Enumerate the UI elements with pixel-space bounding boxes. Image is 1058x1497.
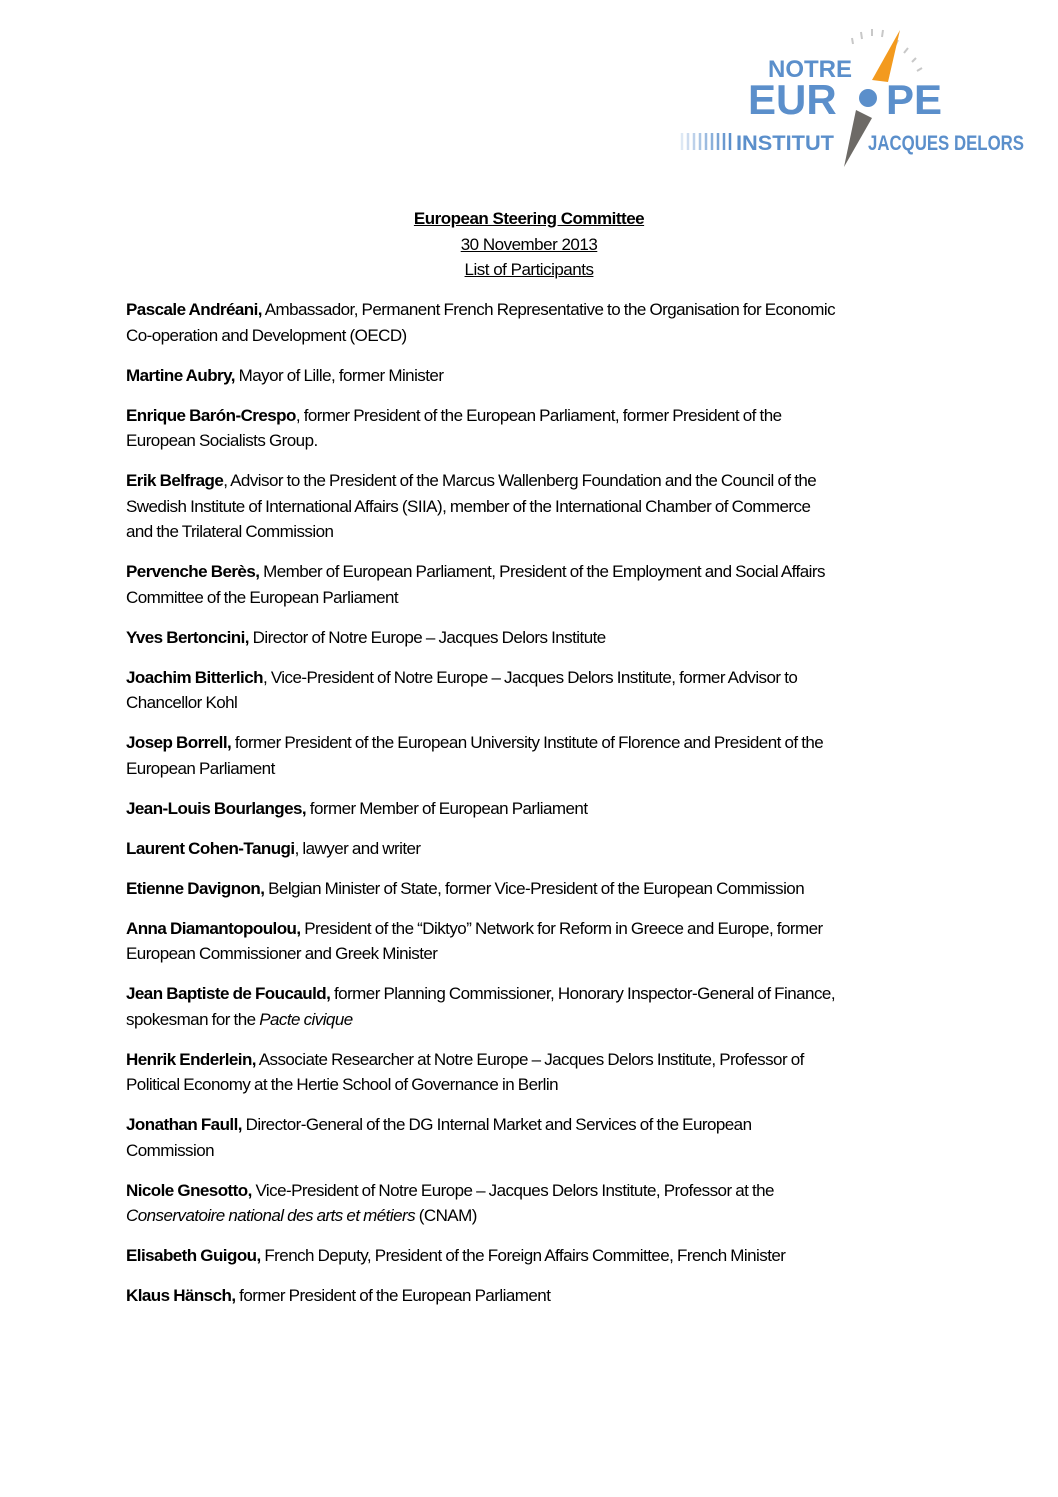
participant-entry xyxy=(126,403,835,454)
participant-line xyxy=(126,730,835,756)
participant-entry xyxy=(126,297,835,348)
participant-line xyxy=(126,981,835,1007)
participant-description: Member of European Parliament, President of the Employment and Social Affairs xyxy=(259,562,825,581)
participant-description: former President of the European University Institute of Florence and President of the xyxy=(231,733,824,752)
participant-name: Josep Borrell, xyxy=(126,733,232,752)
participant-description: spokesman for the xyxy=(126,1009,260,1029)
participant-description: President of the “Diktyo” Network for Reform in Greece and Europe, former xyxy=(300,918,823,938)
participant-name: Henrik Enderlein, xyxy=(126,1049,256,1069)
participant-entry xyxy=(126,876,835,902)
participant-name: Joachim Bitterlich xyxy=(126,667,263,687)
participant-name: Etienne Davignon, xyxy=(126,878,265,898)
participant-entry xyxy=(126,665,835,716)
participant-description: former President of the European Parliament xyxy=(235,1286,551,1305)
participant-line xyxy=(126,1112,835,1138)
participant-line xyxy=(126,1243,835,1269)
logo-dot xyxy=(859,89,877,107)
participant-description: European Parliament xyxy=(126,758,275,778)
notre-europe-logo xyxy=(676,22,1036,177)
participant-line xyxy=(126,756,835,782)
document-date: 30 November 2013 xyxy=(460,234,598,254)
participant-line xyxy=(126,403,835,429)
participant-entry xyxy=(126,363,835,389)
participant-description: , lawyer and writer xyxy=(294,838,421,858)
participants-list xyxy=(126,297,835,1323)
participant-entry xyxy=(126,1283,835,1309)
participant-description: Associate Researcher at Notre Europe – Jacques Delors Institute, Professor of xyxy=(255,1049,804,1069)
participant-name: Jean-Louis Bourlanges, xyxy=(126,798,307,818)
participant-description: Director-General of the DG Internal Market and Services of the European xyxy=(241,1115,752,1134)
participant-line xyxy=(126,625,835,651)
participant-name: Elisabeth Guigou, xyxy=(126,1246,261,1265)
participant-description: former Member of European Parliament xyxy=(306,798,588,818)
participant-name: Enrique Barón-Crespo xyxy=(126,405,296,425)
participant-line xyxy=(126,1007,835,1033)
participant-entry xyxy=(126,916,835,967)
participant-description: Director of Notre Europe – Jacques Delors Institute xyxy=(248,627,606,647)
participant-entry xyxy=(126,1243,835,1269)
participant-line xyxy=(126,297,835,323)
participant-description: Ambassador, Permanent French Representative to the Organisation for Economic xyxy=(261,300,836,319)
participant-line xyxy=(126,468,835,494)
participant-entry xyxy=(126,1047,835,1098)
participant-line xyxy=(126,494,835,520)
participant-entry xyxy=(126,981,835,1032)
participant-description: Political Economy at the Hertie School of Governance in Berlin xyxy=(126,1075,558,1094)
participant-name: Pascale Andréani, xyxy=(126,300,262,319)
participant-description: (CNAM) xyxy=(415,1206,477,1225)
participant-line xyxy=(126,428,835,454)
italic-title: Pacte civique xyxy=(259,1009,353,1029)
participant-line xyxy=(126,916,835,942)
participant-line xyxy=(126,559,835,585)
participant-name: Klaus Hänsch, xyxy=(126,1286,236,1305)
participant-description: European Commissioner and Greek Minister xyxy=(126,944,438,963)
participant-line xyxy=(126,519,835,545)
participant-description: Commission xyxy=(126,1140,215,1160)
participant-entry xyxy=(126,730,835,781)
participant-line xyxy=(126,1283,835,1309)
participant-description: Belgian Minister of State, former Vice-President of the European Commission xyxy=(264,878,805,898)
participant-name: Laurent Cohen-Tanugi xyxy=(126,838,295,858)
participant-entry xyxy=(126,836,835,862)
participant-name: Martine Aubry, xyxy=(126,365,235,385)
document-header xyxy=(0,206,1058,283)
compass-needle-orange-icon xyxy=(872,30,900,82)
participant-line xyxy=(126,796,835,822)
participant-line xyxy=(126,1047,835,1073)
svg-text:INSTITUT: INSTITUT xyxy=(736,132,835,155)
participant-description: Vice-President of Notre Europe – Jacques Delors Institute, Professor at the xyxy=(251,1180,774,1200)
participant-description: Co-operation and Development (OECD) xyxy=(126,325,407,345)
participant-description: , Advisor to the President of the Marcus Wallenberg Foundation and the Council of the xyxy=(223,471,817,490)
participant-line xyxy=(126,690,835,716)
svg-text:PE: PE xyxy=(886,76,943,123)
participant-line xyxy=(126,665,835,691)
participant-name: Anna Diamantopoulou, xyxy=(126,918,301,938)
participant-entry xyxy=(126,796,835,822)
participant-name: Jean Baptiste de Foucauld, xyxy=(126,984,331,1003)
participant-entry xyxy=(126,468,835,545)
participant-name: Pervenche Berès, xyxy=(126,562,260,581)
svg-text:NOTRE: NOTRE xyxy=(768,56,852,83)
participant-line xyxy=(126,836,835,862)
document-subtitle: List of Participants xyxy=(464,260,594,279)
participant-description: , Vice-President of Notre Europe – Jacques Delors Institute, former Advisor to xyxy=(262,667,798,687)
document-title: European Steering Committee xyxy=(413,209,645,228)
participant-description: , former President of the European Parliament, former President of the xyxy=(295,405,782,425)
participant-description: Committee of the European Parliament xyxy=(126,587,399,607)
participant-name: Yves Bertoncini, xyxy=(126,627,249,647)
italic-title: Conservatoire national des arts et métiers xyxy=(126,1206,416,1225)
participant-entry xyxy=(126,559,835,610)
svg-text:EUR: EUR xyxy=(748,76,837,123)
participant-description: former Planning Commissioner, Honorary Inspector-General of Finance, xyxy=(330,984,835,1003)
participant-line xyxy=(126,876,835,902)
participant-line xyxy=(126,363,835,389)
participant-description: and the Trilateral Commission xyxy=(126,522,334,541)
participant-line xyxy=(126,1203,835,1229)
participant-line xyxy=(126,1138,835,1164)
participant-line xyxy=(126,585,835,611)
participant-description: Swedish Institute of International Affairs (SIIA), member of the International Chamber of Commerce xyxy=(126,496,811,516)
participant-name: Erik Belfrage xyxy=(126,471,224,490)
participant-line xyxy=(126,323,835,349)
svg-text:JACQUES DELORS: JACQUES DELORS xyxy=(868,132,1024,155)
participant-description: Chancellor Kohl xyxy=(126,693,238,712)
participant-line xyxy=(126,941,835,967)
participant-entry xyxy=(126,625,835,651)
participant-name: Nicole Gnesotto, xyxy=(126,1180,252,1200)
participant-name: Jonathan Faull, xyxy=(126,1115,242,1134)
participant-description: European Socialists Group. xyxy=(126,431,318,450)
participant-description: Mayor of Lille, former Minister xyxy=(234,365,444,385)
participant-line xyxy=(126,1072,835,1098)
participant-entry xyxy=(126,1112,835,1163)
participant-description: French Deputy, President of the Foreign Affairs Committee, French Minister xyxy=(260,1246,786,1265)
participant-line xyxy=(126,1178,835,1204)
participant-entry xyxy=(126,1178,835,1229)
